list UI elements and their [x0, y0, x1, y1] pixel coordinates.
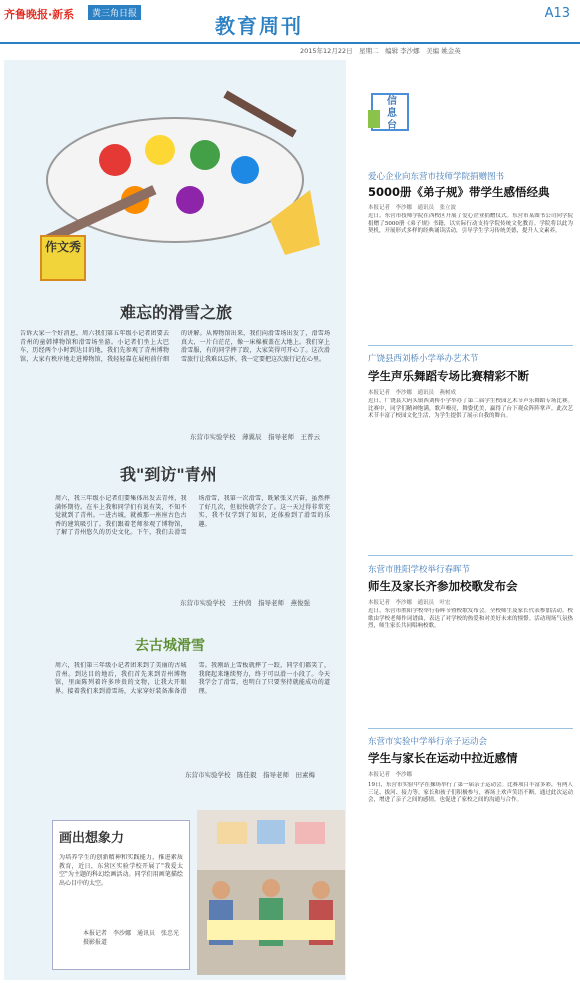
edition-badge: 黄三角日报: [88, 5, 141, 20]
news4-title: 学生与家长在运动中拉近感情: [368, 751, 518, 765]
news2-author: 本报记者 李沙娜 通讯员 燕树成: [368, 390, 457, 396]
dateline: 2015年12月22日 星期二 编辑 李沙娜 美编 姚金英: [300, 47, 461, 55]
article1-title: 难忘的滑雪之旅: [120, 303, 233, 322]
news3-kicker: 东营市胜阳学校举行春晖节: [368, 565, 471, 575]
hua-byline: 本报记者 李沙娜 通讯员 张忠光 摄影报道: [83, 930, 186, 946]
newspaper-logo: 齐鲁晚报·新系: [4, 8, 75, 21]
zuowen-badge: [40, 235, 86, 281]
hua-title: 画出想象力: [59, 831, 125, 846]
news1-author: 本报记者 李沙娜 通讯员 张立波: [368, 205, 457, 211]
news1-body: 近日，东营市技师学院在西校区开展了爱心企业捐赠仪式。东营市某图书公司向学院捐赠了5000册《弟子规》书籍，以实际行动支持学院传统文化教育。学院将以此为契机，开展形式多样的经典诵读活动，引导学生学习传统美德，提升人文素养。: [368, 213, 573, 234]
news1-title: 5000册《弟子规》带学生感悟经典: [368, 185, 550, 199]
news3-body: 近日，东营市胜阳学校举行春晖节暨校歌发布会。全校师生及家长代表参加活动。校歌由学校老师作词谱曲，表达了对学校的热爱和对美好未来的憧憬。活动现场气氛热烈，师生家长共同唱响校歌。: [368, 608, 573, 629]
hua-box: [52, 820, 190, 970]
info-desk-label: 信息台: [387, 96, 397, 131]
news3-title: 师生及家长齐参加校歌发布会: [368, 579, 518, 593]
article2-body: 周六，我三年级小记者们要集体出发去青州，我满怀期待。在车上我和同学们有说有笑，不知不觉就到了青州。一进古城，就被那一座座古色古香的建筑吸引了。我们跟着老师参观了博物馆，了解了青州悠久的历史文化。下午，我们去滑雪场滑雪，我第一次滑雪，既紧张又兴奋，虽然摔了好几次，但很快就学会了。这一天过得非常充实，我不仅学到了知识，还体验到了滑雪的乐趣。: [55, 495, 330, 536]
students-photo: [197, 810, 345, 975]
article3-body: 周六，我们第三年级小记者团来到了美丽的古城青州。到达目的地后，我们首先来到青州博物馆，里面陈列着许多珍贵的文物，让我大开眼界。接着我们来到滑雪场，大家穿好装备准备滑雪。我刚站上雪板就摔了一跤，同学们都笑了，我爬起来继续努力，终于可以滑一小段了。今天我学会了滑雪，也明白了只要坚持就能成功的道理。: [55, 662, 330, 695]
news4-body: 19日，东营市实验中学在操场举行了第一届亲子运动会。比赛项目丰富多彩，有两人三足、拔河、接力等。家长和孩子们积极参与，赛场上欢声笑语不断。通过此次运动会，增进了亲子之间的感情，也促进了家校之间的沟通与合作。: [368, 782, 573, 803]
article3-byline: 东营市实验学校 陈佳毅 指导老师 田素梅: [185, 771, 315, 779]
news4-author: 本报记者 李沙娜: [368, 772, 413, 778]
section-title: 教育周刊: [215, 14, 303, 38]
zuowen-label: 作文秀: [44, 240, 81, 254]
news2-body: 近日，广饶县大码头镇西刘桥小学举办了第二届学生校园艺术节声乐舞蹈专场比赛。比赛中，同学们精神饱满，歌声嘹亮，舞姿优美，赢得了台下观众阵阵掌声。此次艺术节丰富了校园文化生活，为学生提供了展示自我的舞台。: [368, 398, 573, 419]
article2-title: 我"到访"青州: [120, 465, 217, 484]
article1-byline: 东营市实验学校 薄翼辰 指导老师 王普云: [190, 433, 320, 441]
news2-kicker: 广饶县西刘桥小学举办艺术节: [368, 354, 479, 364]
news-divider: [368, 728, 573, 729]
news4-kicker: 东营市实验中学举行亲子运动会: [368, 737, 488, 747]
article2-byline: 东营市实验学校 王仲茵 指导老师 燕俊强: [180, 599, 310, 607]
hua-body: 为培养学生的创新精神和实践能力，推进素质教育，近日，东营区实验学校开展了"我爱太空"为主题的科幻绘画活动。同学们用画笔描绘出心目中的太空。: [59, 854, 183, 887]
article3-title: 去古城滑雪: [135, 638, 205, 654]
article1-body: 告诉大家一个好消息，周六我们第五年级小记者团要去青州的童韩博物馆和滑雪场坐游。小记者们坐上大巴车，历经两个小时到达目的地，我们先参观了青州博物馆，大家有秩序地走进博物馆，我轻轻靠在展柜前仔细的讲解。从博物馆出来，我们向滑雪场出发了，滑雪场真大，一片白茫茫，像一床棉被盖在大地上。我们穿上滑雪服，有的同学摔了跤，大家笑得可开心了。这次滑雪旅行让我难以忘怀，我一定要把这次旅行记在心里。: [20, 330, 330, 363]
news-divider: [368, 345, 573, 346]
news1-kicker: 爱心企业向东营市技师学院捐赠图书: [368, 172, 505, 182]
news3-author: 本报记者 李沙娜 通讯员 叶宏: [368, 600, 451, 606]
news2-title: 学生声乐舞蹈专场比赛精彩不断: [368, 369, 529, 383]
news-divider: [368, 555, 573, 556]
page-number: A13: [544, 6, 570, 21]
